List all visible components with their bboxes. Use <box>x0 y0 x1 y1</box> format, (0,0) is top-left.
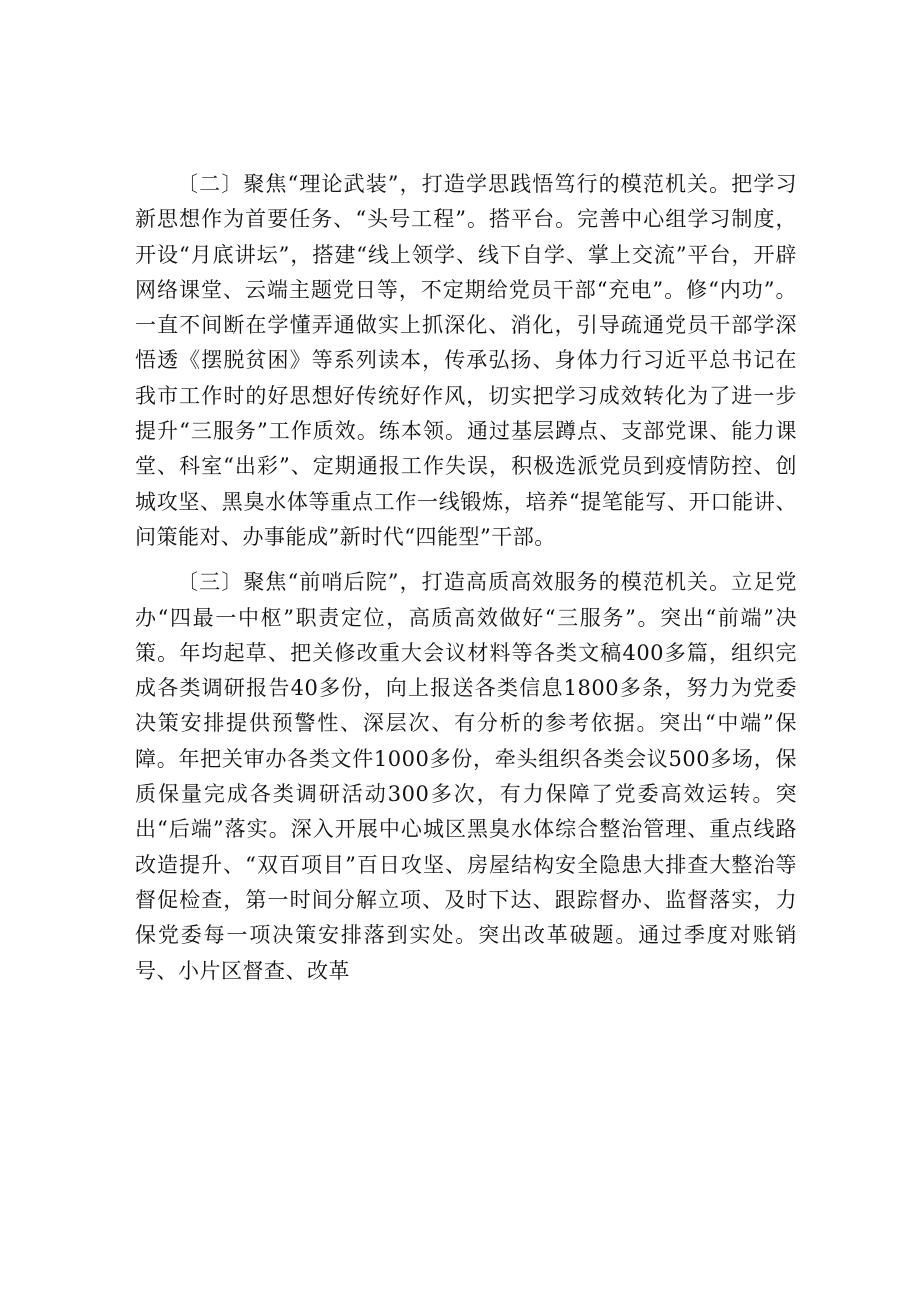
paragraph-3: 〔三〕聚焦“前哨后院”，打造高质高效服务的模范机关。立足党办“四最一中枢”职责定位，高质高效做好“三服务”。突出“前端”决策。年均起草、把关修改重大会议材料等各类文稿400多篇，组织完成各类调研报告40多份，向上报送各类信息1800多条，努力为党委决策安排提供预警性、深层次、有分析的参考依据。突出“中端”保障。年把关审办各类文件1000多份，牵头组织各类会议500多场，保质保量完成各类调研活动300多次，有力保障了党委高效运转。突出“后端”落实。深入开展中心城区黑臭水体综合整治管理、重点线路改造提升、“双百项目”百日攻坚、房屋结构安全隐患大排查大整治等督促检查，第一时间分解立项、及时下达、跟踪督办、监督落实，力保党委每一项决策安排落到实处。突出改革破题。通过季度对账销号、小片区督查、改革 <box>135 570 797 983</box>
paragraph-2: 〔二〕聚焦“理论武装”，打造学思践悟笃行的模范机关。把学习新思想作为首要任务、“头号工程”。搭平台。完善中心组学习制度，开设“月底讲坛”，搭建“线上领学、线下自学、掌上交流”平台，开辟网络课堂、云端主题党日等，不定期给党员干部“充电”。修“内功”。一直不间断在学懂弄通做实上抓深化、消化，引导疏通党员干部学深悟透《摆脱贫困》等系列读本，传承弘扬、身体力行习近平总书记在我市工作时的好思想好传统好作风，切实把学习成效转化为了进一步提升“三服务”工作质效。练本领。通过基层蹲点、支部党课、能力课堂、科室“出彩”、定期通报工作失误，积极选派党员到疫情防控、创城攻坚、黑臭水体等重点工作一线锻炼，培养“提笔能写、开口能讲、问策能对、办事能成”新时代“四能型”干部。 <box>135 172 797 549</box>
document-body <box>135 167 797 989</box>
